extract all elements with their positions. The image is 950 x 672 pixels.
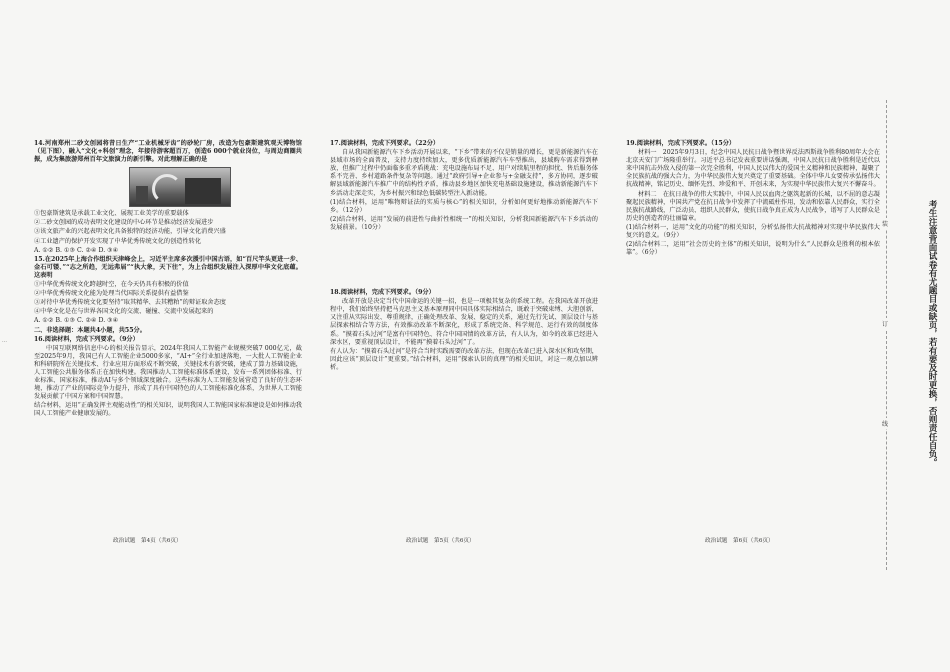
page-4-footer: 政治试题 第4页（共6页） [113, 538, 182, 544]
photo-building-shape [185, 178, 221, 204]
q17-title: 17.阅读材料，完成下列要求。（22分） [330, 140, 440, 147]
q14-option: ④工业遗产的保护开发实现了中华优秀传统文化的创造性转化 [34, 237, 202, 245]
q14-option: ①包豪斯建筑是承载工业文化、展现工业美学的重要载体 [34, 210, 189, 218]
q17-subquestion-2: (2)结合材料，运用“发展的前进性与曲折性相统一”的相关知识，分析我国新能源汽车下乡活动的发展前景。（10分） [330, 215, 598, 231]
q15-option: ②中华优秀传统文化能为处理当代国际关系提供有益借鉴 [34, 290, 189, 298]
page-6-footer: 政治试题 第6页（共6页） [705, 538, 774, 544]
candidate-notice: 考生注意背面试卷有尤题目或缺页，若有要及时更换，否则责任自负。 [927, 200, 937, 467]
q19-title: 19.阅读材料，完成下列要求。（15分） [626, 140, 736, 147]
binding-char: 订 [882, 318, 888, 329]
factory-photo [129, 167, 231, 207]
q18-material: 改革开放是决定当代中国命运的关键一招，也是一项极其复杂的系统工程。在我国改革开放进程中，我们始终坚持把马克思主义基本原理同中国具体实际相结合，既敢于突破束缚、大胆创新，又注重从实际出发、尊重规律，正确处理改革、发展、稳定的关系，通过先行先试、顶层设计与基层探索相结合等方法，有效推动改革不断深化，形成了系统完备、科学规范、运行有效的制度体系。“摸着石头过河”是富有中国特色、符合中国国情的改革方法，有人认为，如今的改革已经进入深水区，要重视顶层设计，不能再“摸着石头过河”了。 [330, 298, 598, 346]
q14-option: ③该文旅产业的兴起表明文化具备独特的经济功能，引导文化消费兴盛 [34, 228, 226, 236]
page-6-column [626, 140, 880, 258]
q18-task: 有人认为：“摸着石头过河”是符合当时实践需要的改革方法，但现在改革已进入深水区和攻坚期，因此应该“顶层设计”更重要。”结合材料，运用“探索认识的真理”的相关知识，对这一观点加以辨析。 [330, 347, 598, 371]
page-5-column [330, 140, 598, 373]
part2-heading: 二、非选择题：本题共4小题，共55分。 [34, 326, 146, 334]
q14-stem: 14.河南郑州二砂文创园将昔日生产“工业机械牙齿”的砂轮厂房，改造为包豪斯建筑观天博物馆（见下图），融入“文化+科创”理念，年接待游客超百万，创造6 000个就业岗位，与周边商圈共振，成为集旅游郑州百年文旅演力的新引擎。对此理解正确的是 [34, 140, 302, 164]
q19-material-1: 材料一 2025年9月3日，纪念中国人民抗日战争暨世界反法西斯战争胜利80周年大会在北京天安门广场隆重举行。习近平总书记发表重要讲话强调，中国人民抗日战争胜利是近代以来中国抗击外敌入侵的第一次完全胜利，中国人民以伟大的爱国主义精神和民族精神，凝聚了全民族抗战的强大合力，为中华民族伟大复兴奠定了重要基础。全体中华儿女要传承弘扬伟大抗战精神，铭记历史、缅怀先烈、珍爱和平、开创未来，为实现中华民族伟大复兴不懈奋斗。 [626, 149, 880, 189]
photo-arch-shape [152, 174, 182, 204]
page-5-footer: 政治试题 第5页（共6页） [406, 538, 475, 544]
q16-title: 16.阅读材料，完成下列要求。（9分） [34, 335, 139, 343]
q14-choices: A. ①② B. ①③ C. ②④ D. ③④ [34, 246, 119, 254]
q19-subquestion-2: (2)结合材料二，运用“社会历史的主体”的相关知识，说明为什么“人民群众是胜利的根本依靠”。（6分） [626, 241, 880, 257]
q16-task: 结合材料，运用“正确发挥主观能动性”的相关知识，说明我国人工智能国家标准建设是如何推动我国人工智能产业健康发展的。 [34, 402, 302, 418]
edge-mark: … [2, 338, 7, 344]
binding-char: 线 [882, 418, 888, 429]
answer-space [330, 233, 598, 289]
binding-char: 装 [882, 218, 888, 229]
q19-material-2: 材料二 在抗日战争的伟大实践中，中国人民以血肉之躯筑起新的长城，以不屈的意志凝聚起民族精神，中国共产党在抗日战争中发挥了中流砥柱作用，发动和依靠人民群众，实行全民族抗战路线，广泛动员、组织人民群众，使抗日战争真正成为人民战争，谱写了人民群众是历史的创造者的壮丽篇章。 [626, 190, 880, 222]
q15-choices: A. ①② B. ①③ C. ②④ D. ③④ [34, 317, 119, 325]
q15-option: ①中华优秀传统文化跨越时空，在今天仍具有积极的价值 [34, 281, 189, 289]
binding-line [886, 100, 888, 570]
q16-material: 中国互联网络信息中心的相关报告显示，2024年我国人工智能产业规模突破7 000亿元，截至2025年9月，我国已有人工智能企业5000多家，“AI+”全行业加速落地，一大批人工智能企业和科研院所在关键技术、行业应用方面形成不断突破，关键技术有新突破，建成了算力基础设施，人工智能公共服务体系正在加快构建。我国推动人工智能标准体系建设，发布一系列团体标准、行业标准、国家标准，推动AI与多个领域深度融合。这些标准为人工智能发展营造了良好的生态环境，推动了产业的国际竞争力提升，形成了具有中国特色的人工智能标准化体系，为世界人工智能发展贡献了中国方案和中国智慧。 [34, 344, 302, 401]
q17-subquestion-1: (1)结合材料，运用“唯物辩证法的实质与核心”的相关知识，分析如何更好地推动新能源汽车下乡。（12分） [330, 198, 598, 214]
q15-option: ③对待中华优秀传统文化要坚持“取其精华、去其糟粕”的辩证取舍态度 [34, 299, 226, 307]
q15-option: ④中华文化是在与世界各国文化的交流、碰撞、交流中发展起来的 [34, 308, 214, 316]
photo-tower-shape [136, 186, 148, 204]
q17-material: 自从我国新能源汽车下乡活动开展以来，“下乡”带来的不仅是销量的增长，更是新能源汽车在县域市场的全面普及，支持力度持续加大，更多优质新能源汽车车型推出，县域购车需求得到释放，但推广过程中仍面临多重矛盾挑战：充电设施布局不足、用户对续航里程的担忧、售后服务体系不完善、乡村道路条件复杂等问题。通过“政府引导+企业参与+金融支持”，多方协同，逐步破解县域新能源汽车推广中的结构性矛盾，推动县乡地区加快充电基础设施建设，推动新能源汽车下乡活动走深走实，为乡村振兴和绿色低碳转型注入新动能。 [330, 149, 598, 197]
q14-option: ②二砂文创园的成功表明文化建设的中心环节是推动经济发展进步 [34, 219, 214, 227]
page-4-column [34, 140, 302, 420]
q18-title: 18.阅读材料，完成下列要求。（9分） [330, 289, 435, 297]
q19-subquestion-1: (1)结合材料一，运用“文化的功能”的相关知识，分析弘扬伟大抗战精神对实现中华民族伟大复兴的意义。（9分） [626, 223, 880, 240]
q15-stem: 15.在2025年上海合作组织天津峰会上，习近平主席多次援引中国古语，如“百尺竿头更进一步、金石可镂、”“志之所趋，无远弗届”“执大象，天下往”，为上合组织发展注入深厚中华文化底蕴。这表明 [34, 255, 302, 279]
